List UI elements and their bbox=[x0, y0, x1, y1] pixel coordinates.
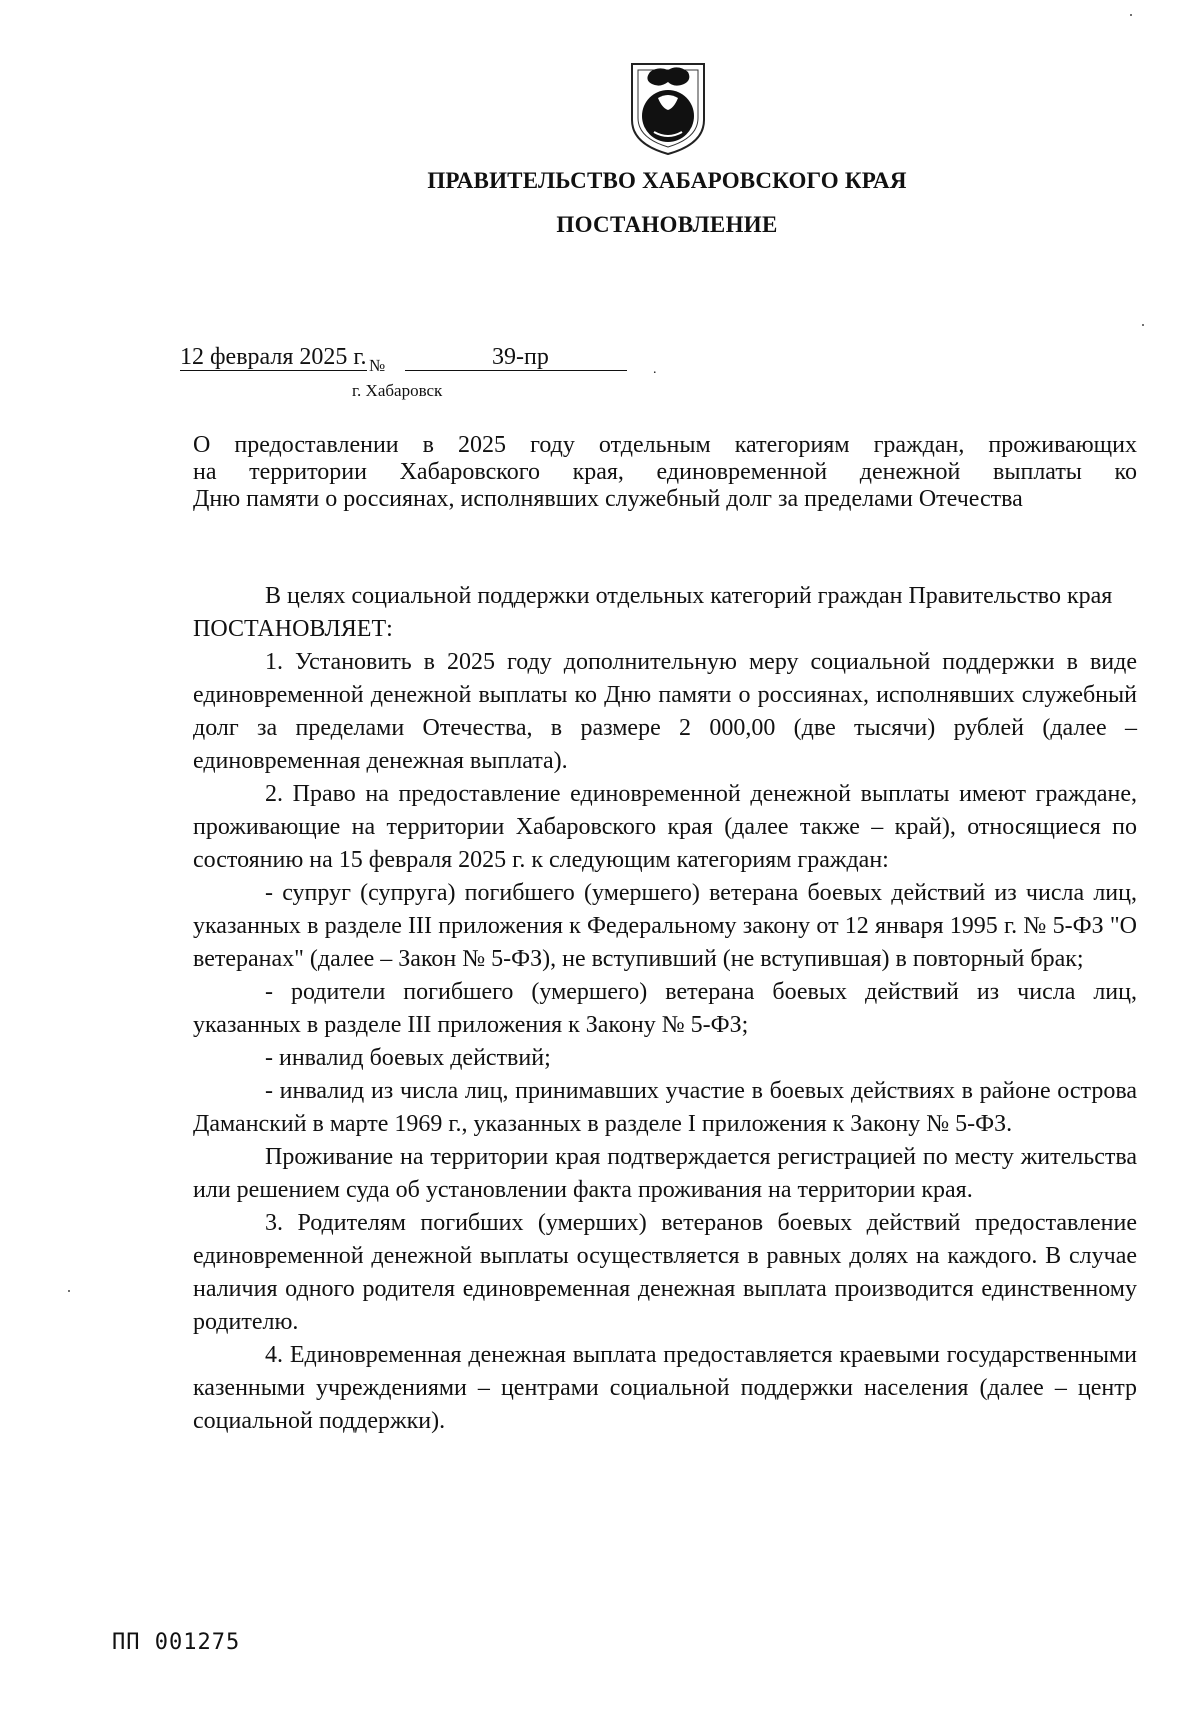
paragraph-4: 4. Единовременная денежная выплата предоставляется краевыми государственными казенными учреждениями – центрами социальной поддержки населения (далее – центр социальной поддержки). bbox=[193, 1342, 1137, 1434]
category-item-4: - инвалид из числа лиц, принимавших участие в боевых действиях в районе острова Даманский в марте 1969 г., указанных в разделе I приложения к Закону № 5-ФЗ. bbox=[193, 1078, 1137, 1137]
category-item-2: - родители погибшего (умершего) ветерана боевых действий из числа лиц, указанных в разделе III приложения к Закону № 5-ФЗ; bbox=[193, 979, 1137, 1038]
document-body bbox=[193, 580, 1137, 1438]
scan-speck bbox=[1142, 324, 1144, 326]
intro-paragraph: В целях социальной поддержки отдельных категорий граждан Правительство края bbox=[265, 583, 1113, 609]
decree-word: ПОСТАНОВЛЯЕТ: bbox=[193, 616, 393, 642]
number-label: № bbox=[369, 356, 386, 375]
document-number: 39-пр bbox=[405, 344, 627, 371]
category-item-1: - супруг (супруга) погибшего (умершего) ветерана боевых действий из числа лиц, указанных в разделе III приложения к Федеральному закону от 12 января 1995 г. № 5-ФЗ "О ветеранах" (далее – Закон № 5-ФЗ), не вступивший (не вступившая) в повторный брак; bbox=[193, 880, 1137, 972]
document-city: г. Хабаровск bbox=[352, 381, 443, 400]
coat-of-arms-icon bbox=[628, 58, 708, 158]
title-line: на территории Хабаровского края, единовременной денежной выплаты ко bbox=[193, 459, 1137, 485]
document-title bbox=[193, 432, 1137, 513]
paragraph-1: 1. Установить в 2025 году дополнительную меру социальной поддержки в виде единовременной денежной выплаты ко Дню памяти о россиянах, исполнявших служебный долг за пределами Отечества, в размере 2 000,00 (две тысячи) рублей (далее – единовременная денежная выплата). bbox=[193, 649, 1137, 774]
scan-speck bbox=[1130, 14, 1132, 16]
document-type: ПОСТАНОВЛЕНИЕ bbox=[556, 212, 778, 237]
scan-speck bbox=[68, 1290, 70, 1292]
title-line: О предоставлении в 2025 году отдельным категориям граждан, проживающих bbox=[193, 432, 1137, 458]
category-item-3: - инвалид боевых действий; bbox=[265, 1045, 551, 1071]
document-date: 12 февраля 2025 г. bbox=[180, 344, 367, 370]
paragraph-3: 3. Родителям погибших (умерших) ветеранов боевых действий предоставление единовременной денежной выплаты осуществляется в равных долях на каждого. В случае наличия одного родителя единовременная денежная выплата производится единственному родителю. bbox=[193, 1210, 1137, 1335]
residence-paragraph: Проживание на территории края подтверждается регистрацией по месту жительства или решением суда об установлении факта проживания на территории края. bbox=[193, 1144, 1137, 1203]
paragraph-2: 2. Право на предоставление единовременной денежной выплаты имеют граждане, проживающие на территории Хабаровского края (далее также – край), относящиеся по состоянию на 15 февраля 2025 г. к следующим категориям граждан: bbox=[193, 781, 1137, 873]
organization-title: ПРАВИТЕЛЬСТВО ХАБАРОВСКОГО КРАЯ bbox=[427, 168, 907, 193]
title-line: Дню памяти о россиянах, исполнявших служебный долг за пределами Отечества bbox=[193, 486, 1023, 512]
stray-dot: . bbox=[653, 362, 657, 377]
serial-number: ПП 001275 bbox=[112, 1630, 241, 1655]
